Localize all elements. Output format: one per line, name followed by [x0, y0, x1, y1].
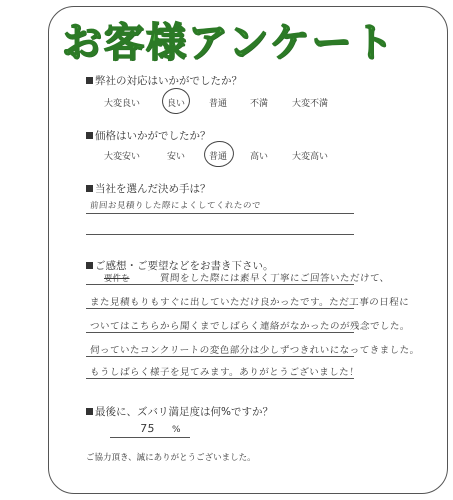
option-price-very-expensive: 大変高い	[292, 152, 329, 162]
handwritten-struck-text: 要件を	[104, 274, 130, 284]
answer-rule	[86, 234, 354, 235]
bullet-square-icon	[86, 262, 93, 269]
answer-rule	[86, 356, 354, 357]
handwritten-comment-line-3: ついてはこちらから聞くまでしばらく連絡がなかったのが残念でした。	[89, 321, 411, 332]
option-service-very-good: 大変良い	[104, 99, 141, 109]
question-reason	[86, 181, 211, 196]
bullet-square-icon	[86, 185, 93, 192]
question-service	[86, 73, 242, 88]
answer-rule	[86, 284, 354, 285]
question-price-label: 価格はいかがでしたか？	[95, 130, 211, 142]
bullet-square-icon	[86, 77, 93, 84]
option-service-very-unsatisfied: 大変不満	[292, 99, 329, 109]
handwritten-comment-line-2: また見積もりもすぐに出していただけ良かったです。ただ工事の日程に	[89, 297, 410, 308]
question-reason-label: 当社を選んだ決め手は？	[95, 183, 211, 195]
bullet-square-icon	[86, 408, 93, 415]
handwritten-comment-line-5: もうしばらく様子を見てみます。ありがとうございました！	[89, 367, 360, 378]
answer-rule	[86, 308, 354, 309]
option-service-unsatisfied: 不満	[250, 99, 269, 109]
question-service-label: 弊社の対応はいかがでしたか？	[95, 75, 242, 87]
option-service-good: 良い	[167, 99, 186, 109]
question-comments-label: ご感想・ご要望などをお書き下さい。	[95, 260, 274, 272]
option-price-expensive: 高い	[250, 152, 269, 162]
option-price-very-cheap: 大変安い	[104, 152, 141, 162]
bullet-square-icon	[86, 132, 93, 139]
thank-you-footer: ご協力頂き、誠にありがとうございました。	[86, 453, 256, 463]
option-price-cheap: 安い	[167, 152, 186, 162]
handwritten-comment-line-1: 質問をした際には素早く丁寧にご回答いただけて、	[159, 273, 391, 284]
answer-rule	[86, 378, 354, 379]
question-satisfaction	[86, 404, 273, 419]
percent-unit: %	[172, 425, 181, 435]
answer-rule	[86, 213, 354, 214]
answer-rule	[86, 332, 354, 333]
option-price-normal: 普通	[209, 152, 228, 162]
question-satisfaction-label: 最後に、ズバリ満足度は何%ですか？	[95, 406, 273, 418]
satisfaction-rule	[110, 437, 190, 438]
handwritten-satisfaction-value: 75	[139, 422, 156, 435]
survey-title: お客様アンケート	[62, 20, 396, 66]
option-service-normal: 普通	[209, 99, 228, 109]
handwritten-comment-line-4: 伺っていたコンクリートの変色部分は少しずつきれいになってきました。	[89, 345, 421, 356]
handwritten-reason: 前回お見積りした際によくしてくれたので	[89, 201, 262, 211]
question-price	[86, 128, 211, 143]
